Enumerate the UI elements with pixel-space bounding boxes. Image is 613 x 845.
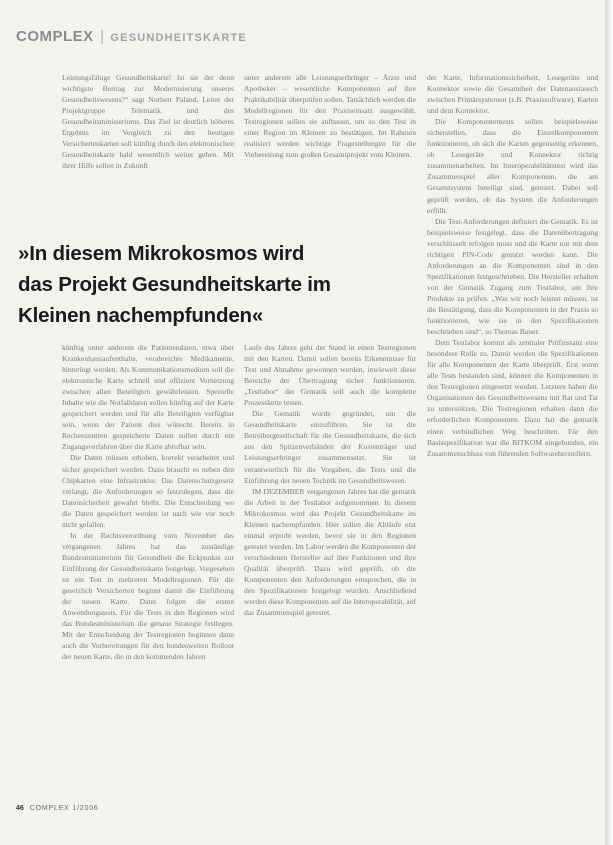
page-number: 46 xyxy=(16,805,24,812)
column-1-top xyxy=(62,72,234,214)
paragraph: künftig unter anderem die Patientendaten, etwa über Krankenhausaufenthalte, verabreichte Medikamente, hinterlegt werden. Als Kommunikationsmedium soll die elektronische Karte schnell und effizient Vernetzung zwischen allen Beteiligten gewährleisten. Spezielle Inhalte wie die Notfalldaten sollen künftig auf der Karte gespeichert werden und für alle Beteiligten verfügbar sein, wenn der Patient dies wünscht. Bereits in Rechenzentren gespeicherte Daten sollen durch ein Zugangsverfahren über die Karte abrufbar sein. xyxy=(62,343,234,452)
section-title: GESUNDHEITSKARTE xyxy=(110,32,247,44)
paragraph: In der Rechtsverordnung vom November des vergangenen Jahres hat das zuständige Bundesministerium für Gesundheit die Eckpunkte zur Einführung der Gesundheitskarte festgelegt. Vorgesehen ist ein Test in mehreren Modellregionen. Für die gesetzlich Versicherten beginnt damit die Einführung der neuen Karte. Dann folgen die ersten Anwendungstests. Für die Tests in den Regionen wird das Bundesministerium die genaue Strategie festlegen. Mit der Entscheidung der Testregionen beginnen dann auch die Vorbereitungen für den bundesweiten Rollout der neuen Karte, die in den kommenden Jahren xyxy=(62,530,234,662)
pull-quote-line: Kleinen nachempfunden« xyxy=(18,304,264,327)
pull-quote-line: »In diesem Mikrokosmos wird xyxy=(18,242,305,265)
column-2 xyxy=(244,342,416,802)
magazine-brand: COMPLEX xyxy=(16,28,94,45)
pull-quote xyxy=(18,238,418,331)
paragraph: Laufe des Jahres geht der Stand in einen Testregionen mit den Karten. Damit sollen bereits Erkenntnisse für Test und Abnahme gewonnen werden, inwieweit diese Bereiche der Übertragung sicher funktionieren. „Testlabor“ der Gematik soll auch die komplette Prozesskette testen. xyxy=(244,343,416,408)
page-edge xyxy=(605,0,613,845)
column-3 xyxy=(427,72,598,802)
magazine-issue: COMPLEX 1/2006 xyxy=(29,805,99,812)
paragraph: unter anderem alle Leistungserbringer – Ärzte und Apotheker – wesentliche Komponenten auf ihre Praktikabilität überprüfen sollen. Tatsächlich werden die Modellregionen für den Praxiseinsatz ausgewählt. Testregionen sollen sie aufbauen, um so den Test in einer Region im Kleinen zu bestätigen. Im Rahmen realisiert werden wichtige Fragestellungen für die Vorbereitung zum großen Gesamtprojekt vom Kleinen. xyxy=(244,73,416,160)
column-2-top xyxy=(244,72,416,232)
header-separator: | xyxy=(99,29,105,45)
paragraph: Die Gematik wurde gegründet, um die Gesundheitskarte einzuführen. Sie ist die Betreibergesellschaft für die Gesundheitskarte, die sich aus den Spitzenverbänden der Kostenträger und Leistungserbringer zusammensetzt. Sie ist verantwortlich für die Vorgaben, die Tests und die Einführung der neuen Technik im Gesundheitswesen. xyxy=(244,409,416,485)
page-footer xyxy=(16,805,99,812)
paragraph: der Karte, Informationssicherheit, Lesegeräte und Konnektor sowie die Gesamtheit der Datenaustausch zwischen Primärsystemen (z.B. Praxissoftware), Karten und dem Konnektor. xyxy=(427,73,598,116)
pull-quote-line: das Projekt Gesundheitskarte im xyxy=(18,273,331,296)
paragraph: Die Test-Anforderungen definiert die Gematik. Es ist beispielsweise festgelegt, dass die Datenübertragung verschlüsselt erfolgen muss und die Karte nur mit dem richtigen PIN-Code genutzt werden kann. Die Anforderungen an die Komponenten sind in den Spezifikationen festgeschrieben. Die Hersteller erhalten von der Gematik Zugang zum Testlabor, um ihre Produkte zu prüfen. „Was wir noch leisten müssen, ist die Bestätigung, dass die Komponenten in der Praxis so funktionieren, wie sie in den Spezifikationen beschrieben sind“, so Thomas Bauer. xyxy=(427,216,598,337)
page-header xyxy=(16,26,247,46)
paragraph: IM DEZEMBER vergangenen Jahres hat die gematik die Arbeit in der Testlabor aufgenommen. In diesem Mikrokosmos wird das Projekt Gesundheitskarte im Kleinen nachempfunden. Hier sollen die Abläufe erst einmal erprobt werden, bevor sie in den Regionen getestet werden. Im Labor werden die Komponenten der verschiedenen Hersteller auf ihre Funktionen und ihre Qualität überprüft. Dazu wird geprüft, ob die Komponenten den Anforderungen entsprechen, die in den Spezifikationen festgelegt wurden. Anschließend werden diese Komponenten auf die Interoperabilität, auf das Zusammenspiel getestet. xyxy=(244,486,416,618)
column-1 xyxy=(62,342,234,804)
paragraph: Die Daten müssen erhoben, korrekt verarbeitet und sicher gespeichert werden. Dazu braucht es neben den Chipkarten eine Infrastruktur. Das Datenschutzgesetz verlangt, die Anforderungen so festzulegen, dass die Datensicherheit gewahrt bleibt. Die Entscheidung wo die Daten gespeichert werden ist nach wie vor noch nicht gefallen. xyxy=(62,453,234,529)
paragraph: Leistungsfähige Gesundheitskarte! Ist sie der denn wichtigste Beitrag zur Modernisierung unseres Gesundheitswesens?“ sagt Norbert Paland, Leiter der Projektgruppe Telematik und des Gesundheitsministeriums. Das Ziel ist deutlich höheres Ergebnis im Vergleich zu den heutigen Versichertenkarten soll künftig durch den elektronischen Gesundheitskarte bald wesentlich weiter gehen. Mit ihrer Hilfe sollen in Zukunft xyxy=(62,73,234,171)
paragraph: Die Komponententests sollen beispielsweise sicherstellen, dass die Einzelkomponenten funktionieren, ob sich die Karten gegenseitig erkennen, ob Lesegeräte und Konnektor richtig zusammenarbeiten. Im Interoperabilitätstest wird das Zusammenspiel aller Komponenten, die am Gesamtsystem beteiligt sind, getestet. Dabei soll geprüft werden, ob das System die Anforderungen erfüllt. xyxy=(427,117,598,215)
paragraph: Dem Testlabor kommt als zentraler Prüfinstanz eine besondere Rolle zu. Damit werden die Spezifikationen für alle Komponenten der Karte überprüft. Erst wenn alle Tests bestanden sind, können die Komponenten in den Testregionen eingesetzt werden. Letztere haben die Organisationen des Gesundheitswesens mit Rat und Tat zu unterstützen. Die Testregionen erhalten dann die erforderlichen Komponenten. Dazu hat die gematik einen verbindlichen Weg beschritten. Für den Basisspezifikation war die BITKOM eingebunden, ein Zusammenschluss von führenden Softwareherstellern. xyxy=(427,338,598,458)
